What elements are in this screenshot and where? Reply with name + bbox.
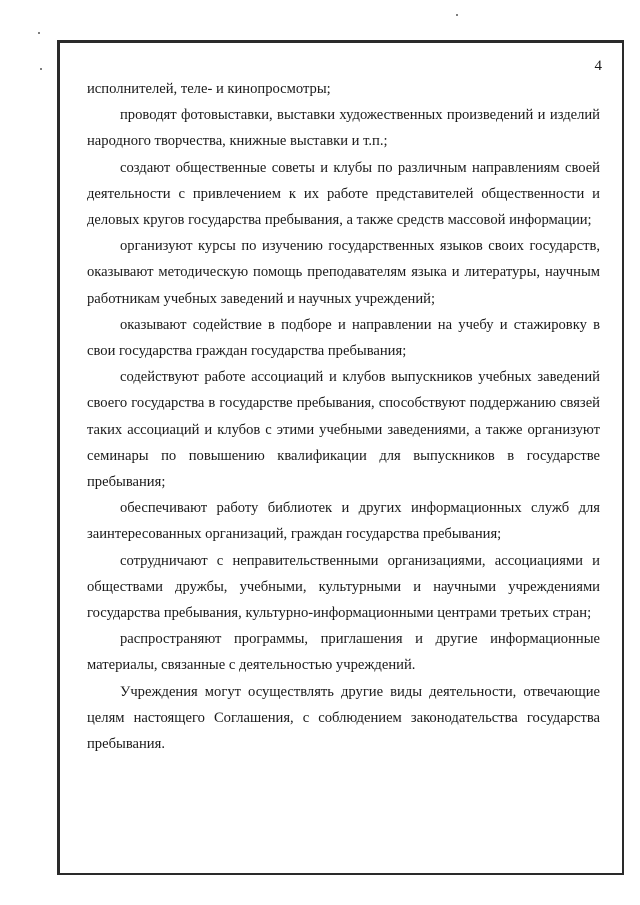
paragraph: распространяют программы, приглашения и другие информационные материалы, связанные с деятельностью учреждений. [87,631,600,674]
paragraph: содействуют работе ассоциаций и клубов выпускников учебных заведений своего государства в государстве пребывания, способствуют поддержанию связей таких ассоциаций и клубов с этими учебными заведениями, а также организуют семинары по повышению квалификации для выпускников в государстве пребывания; [87,369,600,491]
paragraph-closing: Учреждения могут осуществлять другие виды деятельности, отвечающие целям настоящего Соглашения, с соблюдением законодательства государства пребывания. [87,683,600,753]
page-border [57,40,624,875]
scan-speck [38,32,40,34]
paragraph: обеспечивают работу библиотек и других информационных служб для заинтересованных организаций, граждан государства пребывания; [87,500,600,543]
paragraph: проводят фотовыставки, выставки художественных произведений и изделий народного творчества, книжные выставки и т.п.; [87,107,600,150]
paragraph: организуют курсы по изучению государственных языков своих государств, оказывают методическую помощь преподавателям языка и литературы, научным работникам учебных заведений и научных учреждений; [87,238,600,307]
paragraph: сотрудничают с неправительственными организациями, ассоциациями и обществами дружбы, учебными, культурными и научными учреждениями государства пребывания, культурно-информационными центрами третьих стран; [87,552,600,622]
scan-speck [456,14,458,16]
scan-speck [40,68,42,70]
paragraph-continuation: исполнителей, теле- и кинопросмотры; [87,81,331,97]
paragraph: оказывают содействие в подборе и направлении на учебу и стажировку в свои государства граждан государства пребывания; [87,316,600,360]
paragraph: создают общественные советы и клубы по различным направлениям своей деятельности с привлечением к их работе представителей общественности и деловых кругов государства пребывания, а также средств массовой информации; [87,159,600,229]
page-number: 4 [594,58,602,74]
document-body [87,76,600,757]
